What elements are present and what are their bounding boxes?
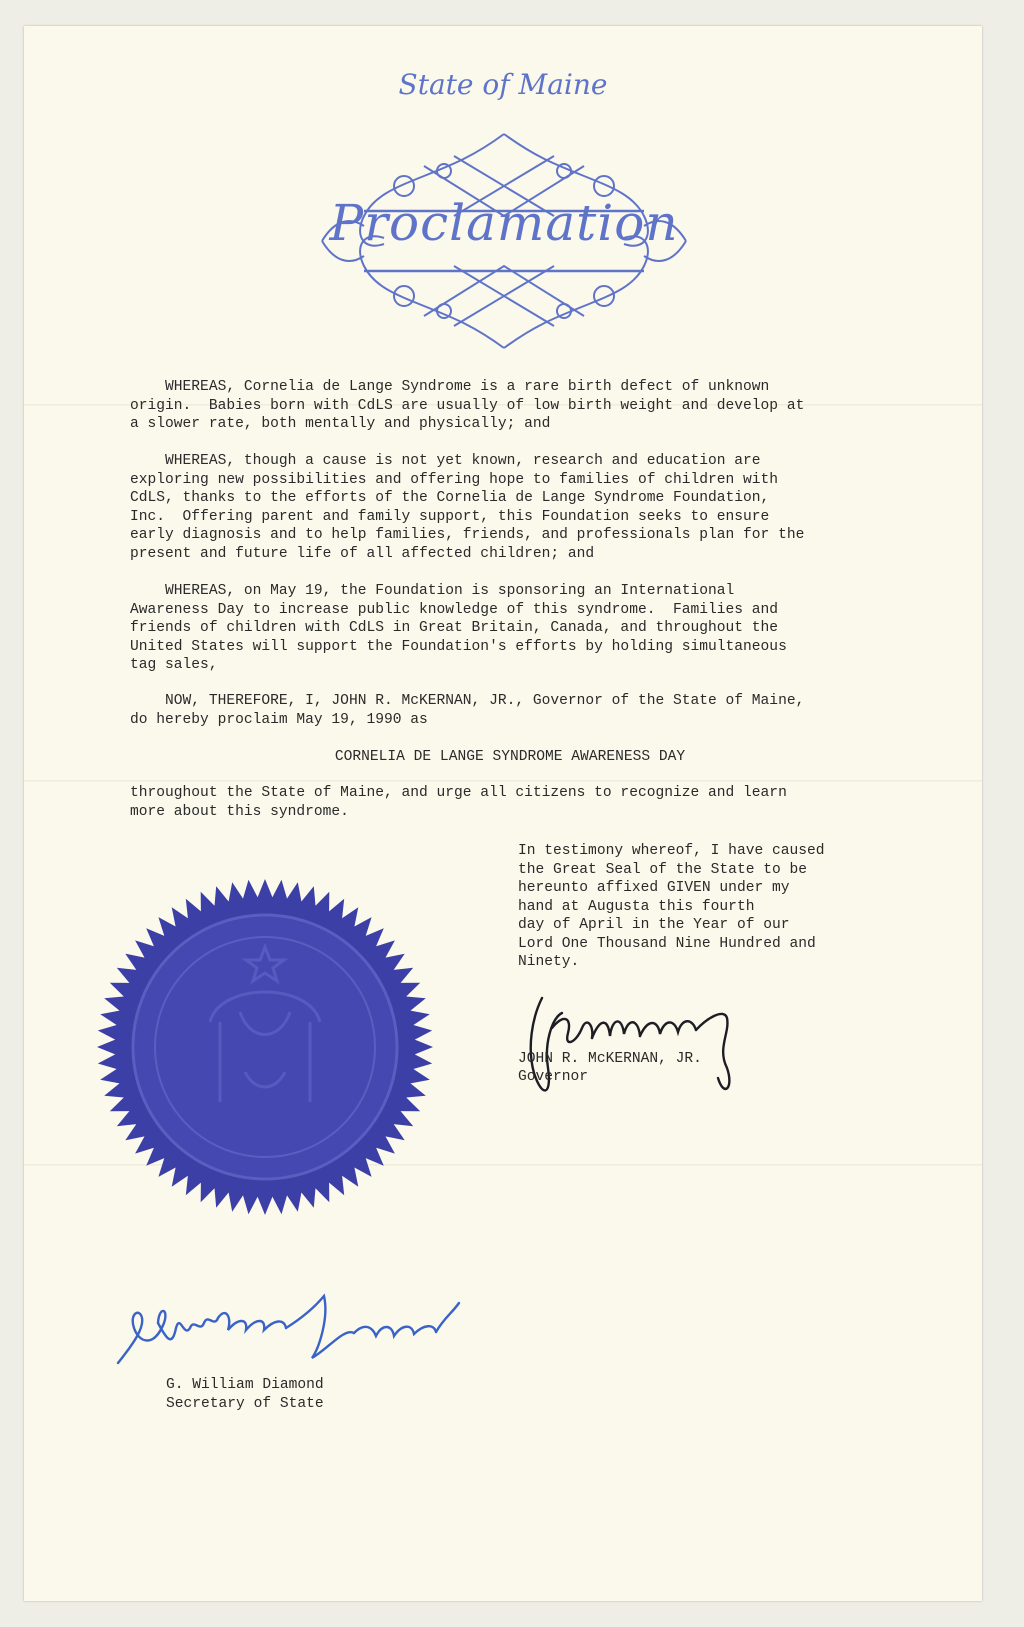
state-heading: State of Maine — [398, 68, 608, 101]
closing-paragraph: throughout the State of Maine, and urge all citizens to recognize and learn more about this syndrome. — [130, 785, 787, 820]
governor-name: JOHN R. McKERNAN, JR. — [518, 1051, 702, 1067]
proclaim-paragraph: NOW, THEREFORE, I, JOHN R. McKERNAN, JR., Governor of the State of Maine, do hereby proclaim May 19, 1990 as — [130, 693, 805, 728]
awareness-day-title: CORNELIA DE LANGE SYNDROME AWARENESS DAY — [334, 749, 686, 765]
fold-line — [24, 780, 982, 782]
secretary-signature-icon — [114, 1288, 494, 1388]
secretary-title: Secretary of State — [166, 1396, 324, 1412]
proclamation-title: Proclamation — [329, 194, 679, 252]
whereas-paragraph-1: WHEREAS, Cornelia de Lange Syndrome is a rare birth defect of unknown origin. Babies born with CdLS are usually of low birth weight and develop at a slower rate, both mentally and physically; and — [130, 379, 805, 432]
testimony-block: In testimony whereof, I have caused the Great Seal of the State to be hereunto affixed GIVEN under my hand at Augusta this fourth day of April in the Year of our Lord One Thousand Nine Hundred and Ninety. — [518, 843, 825, 970]
whereas-paragraph-2: WHEREAS, though a cause is not yet known, research and education are exploring new possibilities and offering hope to families of children with CdLS, thanks to the efforts of the Cornelia de Lange Syndrome Foundation, Inc. Offering parent and family support, this Foundation seeks to ensure early diagnosis and to help families, friends, and professionals plan for the present and future life of all affected children; and — [130, 453, 805, 562]
secretary-name: G. William Diamond — [166, 1377, 324, 1393]
great-seal-icon — [90, 872, 440, 1222]
whereas-paragraph-3: WHEREAS, on May 19, the Foundation is sponsoring an International Awareness Day to increase public knowledge of this syndrome. Families and friends of children with CdLS in Great Britain, Canada, and throughout the United States will support the Foundation's efforts by holding simultaneous tag sales, — [130, 583, 787, 673]
governor-title: Governor — [518, 1069, 589, 1085]
proclamation-paper — [24, 26, 982, 1601]
